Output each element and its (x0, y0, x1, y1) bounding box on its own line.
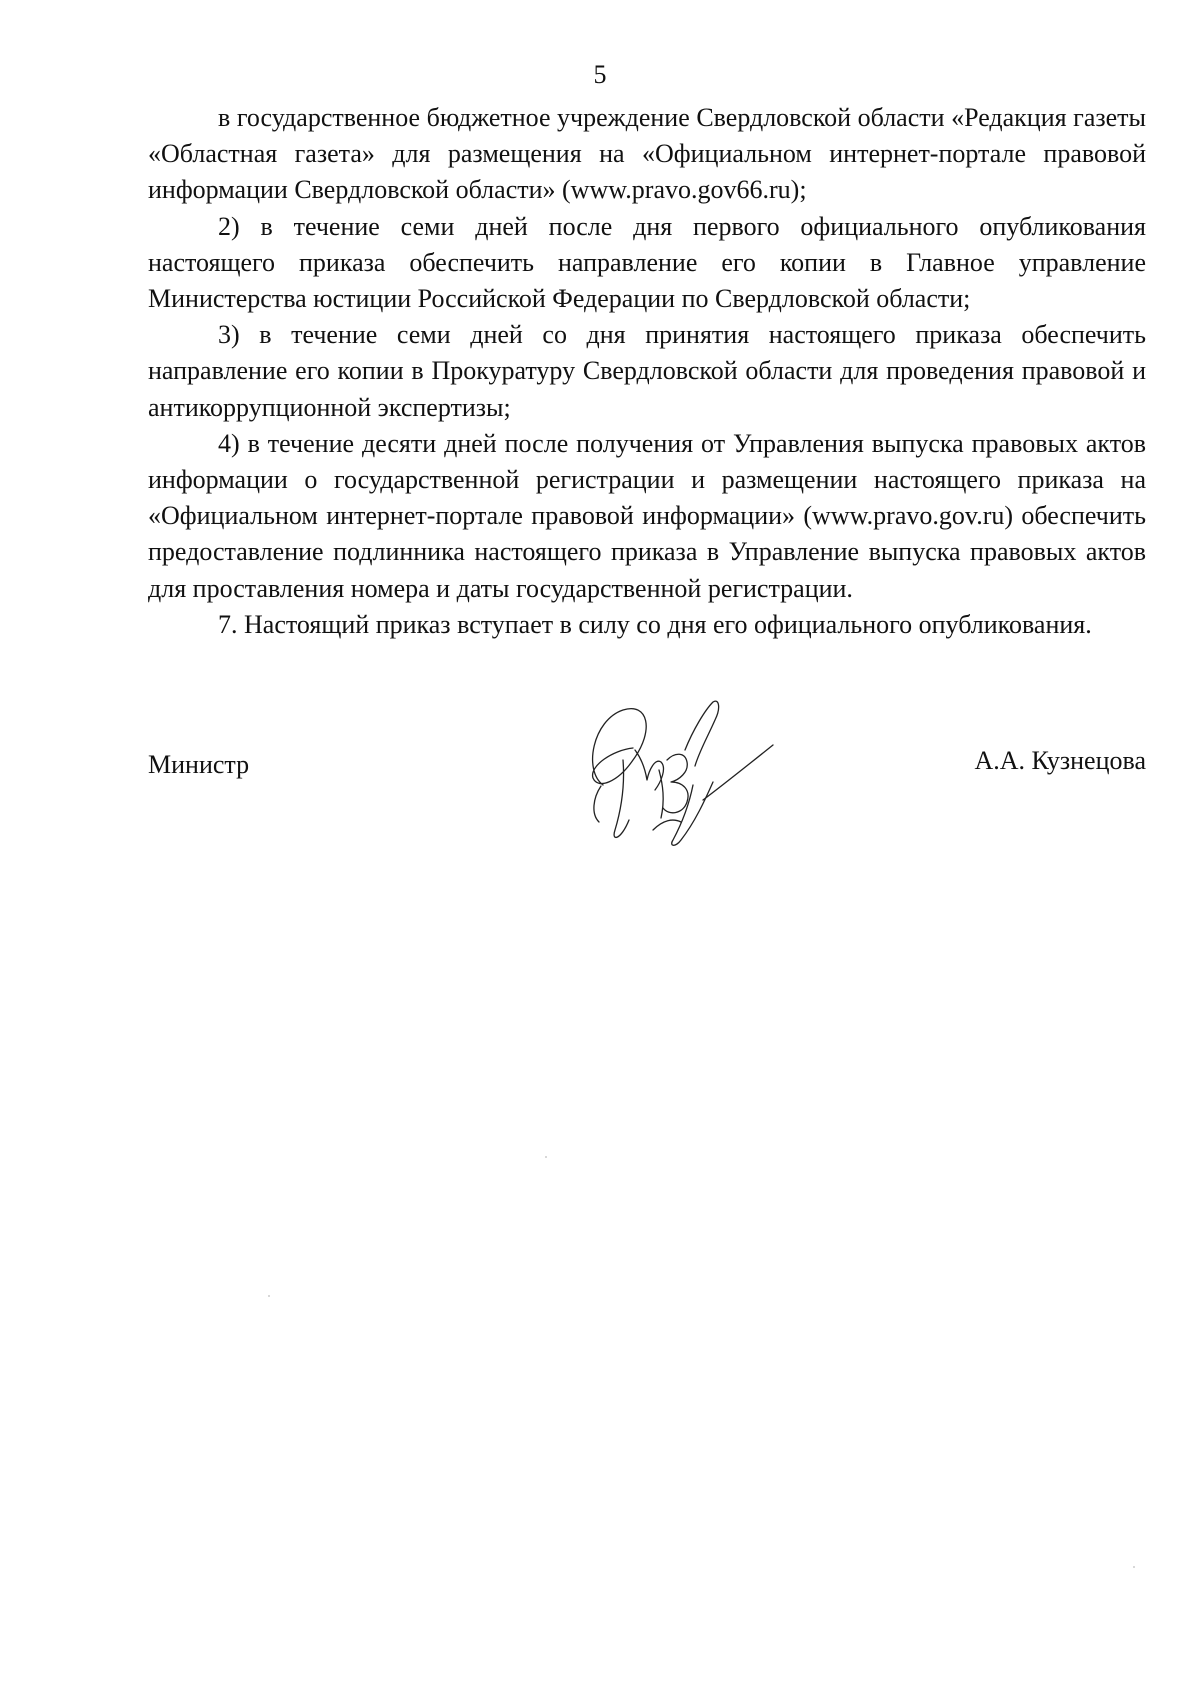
document-body (148, 100, 1146, 643)
scan-speck (545, 1156, 547, 1158)
paragraph-item-4: 4) в течение десяти дней после получения от Управления выпуска правовых актов информации о государственной регистрации и размещении настоящего приказа на «Официальном интернет-портале правовой информации» (www.pravo.gov.ru) обеспечить предоставление подлинника настоящего приказа в Управление выпуска правовых актов для проставления номера и даты государственной регистрации. (148, 428, 1146, 603)
signatory-title: Министр (148, 750, 250, 779)
handwritten-signature (563, 690, 783, 855)
paragraph-item-7: 7. Настоящий приказ вступает в силу со дня его официального опубликования. (218, 609, 1092, 639)
signature-block (148, 690, 1146, 850)
page-number: 5 (593, 60, 607, 89)
signatory-name: А.А. Кузнецова (974, 746, 1146, 775)
scan-speck (1133, 1566, 1135, 1568)
paragraph-continuation: в государственное бюджетное учреждение Свердловской области «Редакция газеты «Областная газета» для размещения на «Официальном интернет-портале правовой информации Свердловской области» (www.pravo.gov66.ru); (148, 103, 1146, 205)
scan-speck (268, 1295, 270, 1297)
paragraph-item-2: 2) в течение семи дней после дня первого официального опубликования настоящего приказа обеспечить направление его копии в Главное управление Министерства юстиции Российской Федерации по Свердловской области; (148, 211, 1146, 314)
paragraph-item-3: 3) в течение семи дней со дня принятия настоящего приказа обеспечить направление его копии в Прокуратуру Свердловской области для проведения правовой и антикоррупционной экспертизы; (148, 320, 1146, 422)
